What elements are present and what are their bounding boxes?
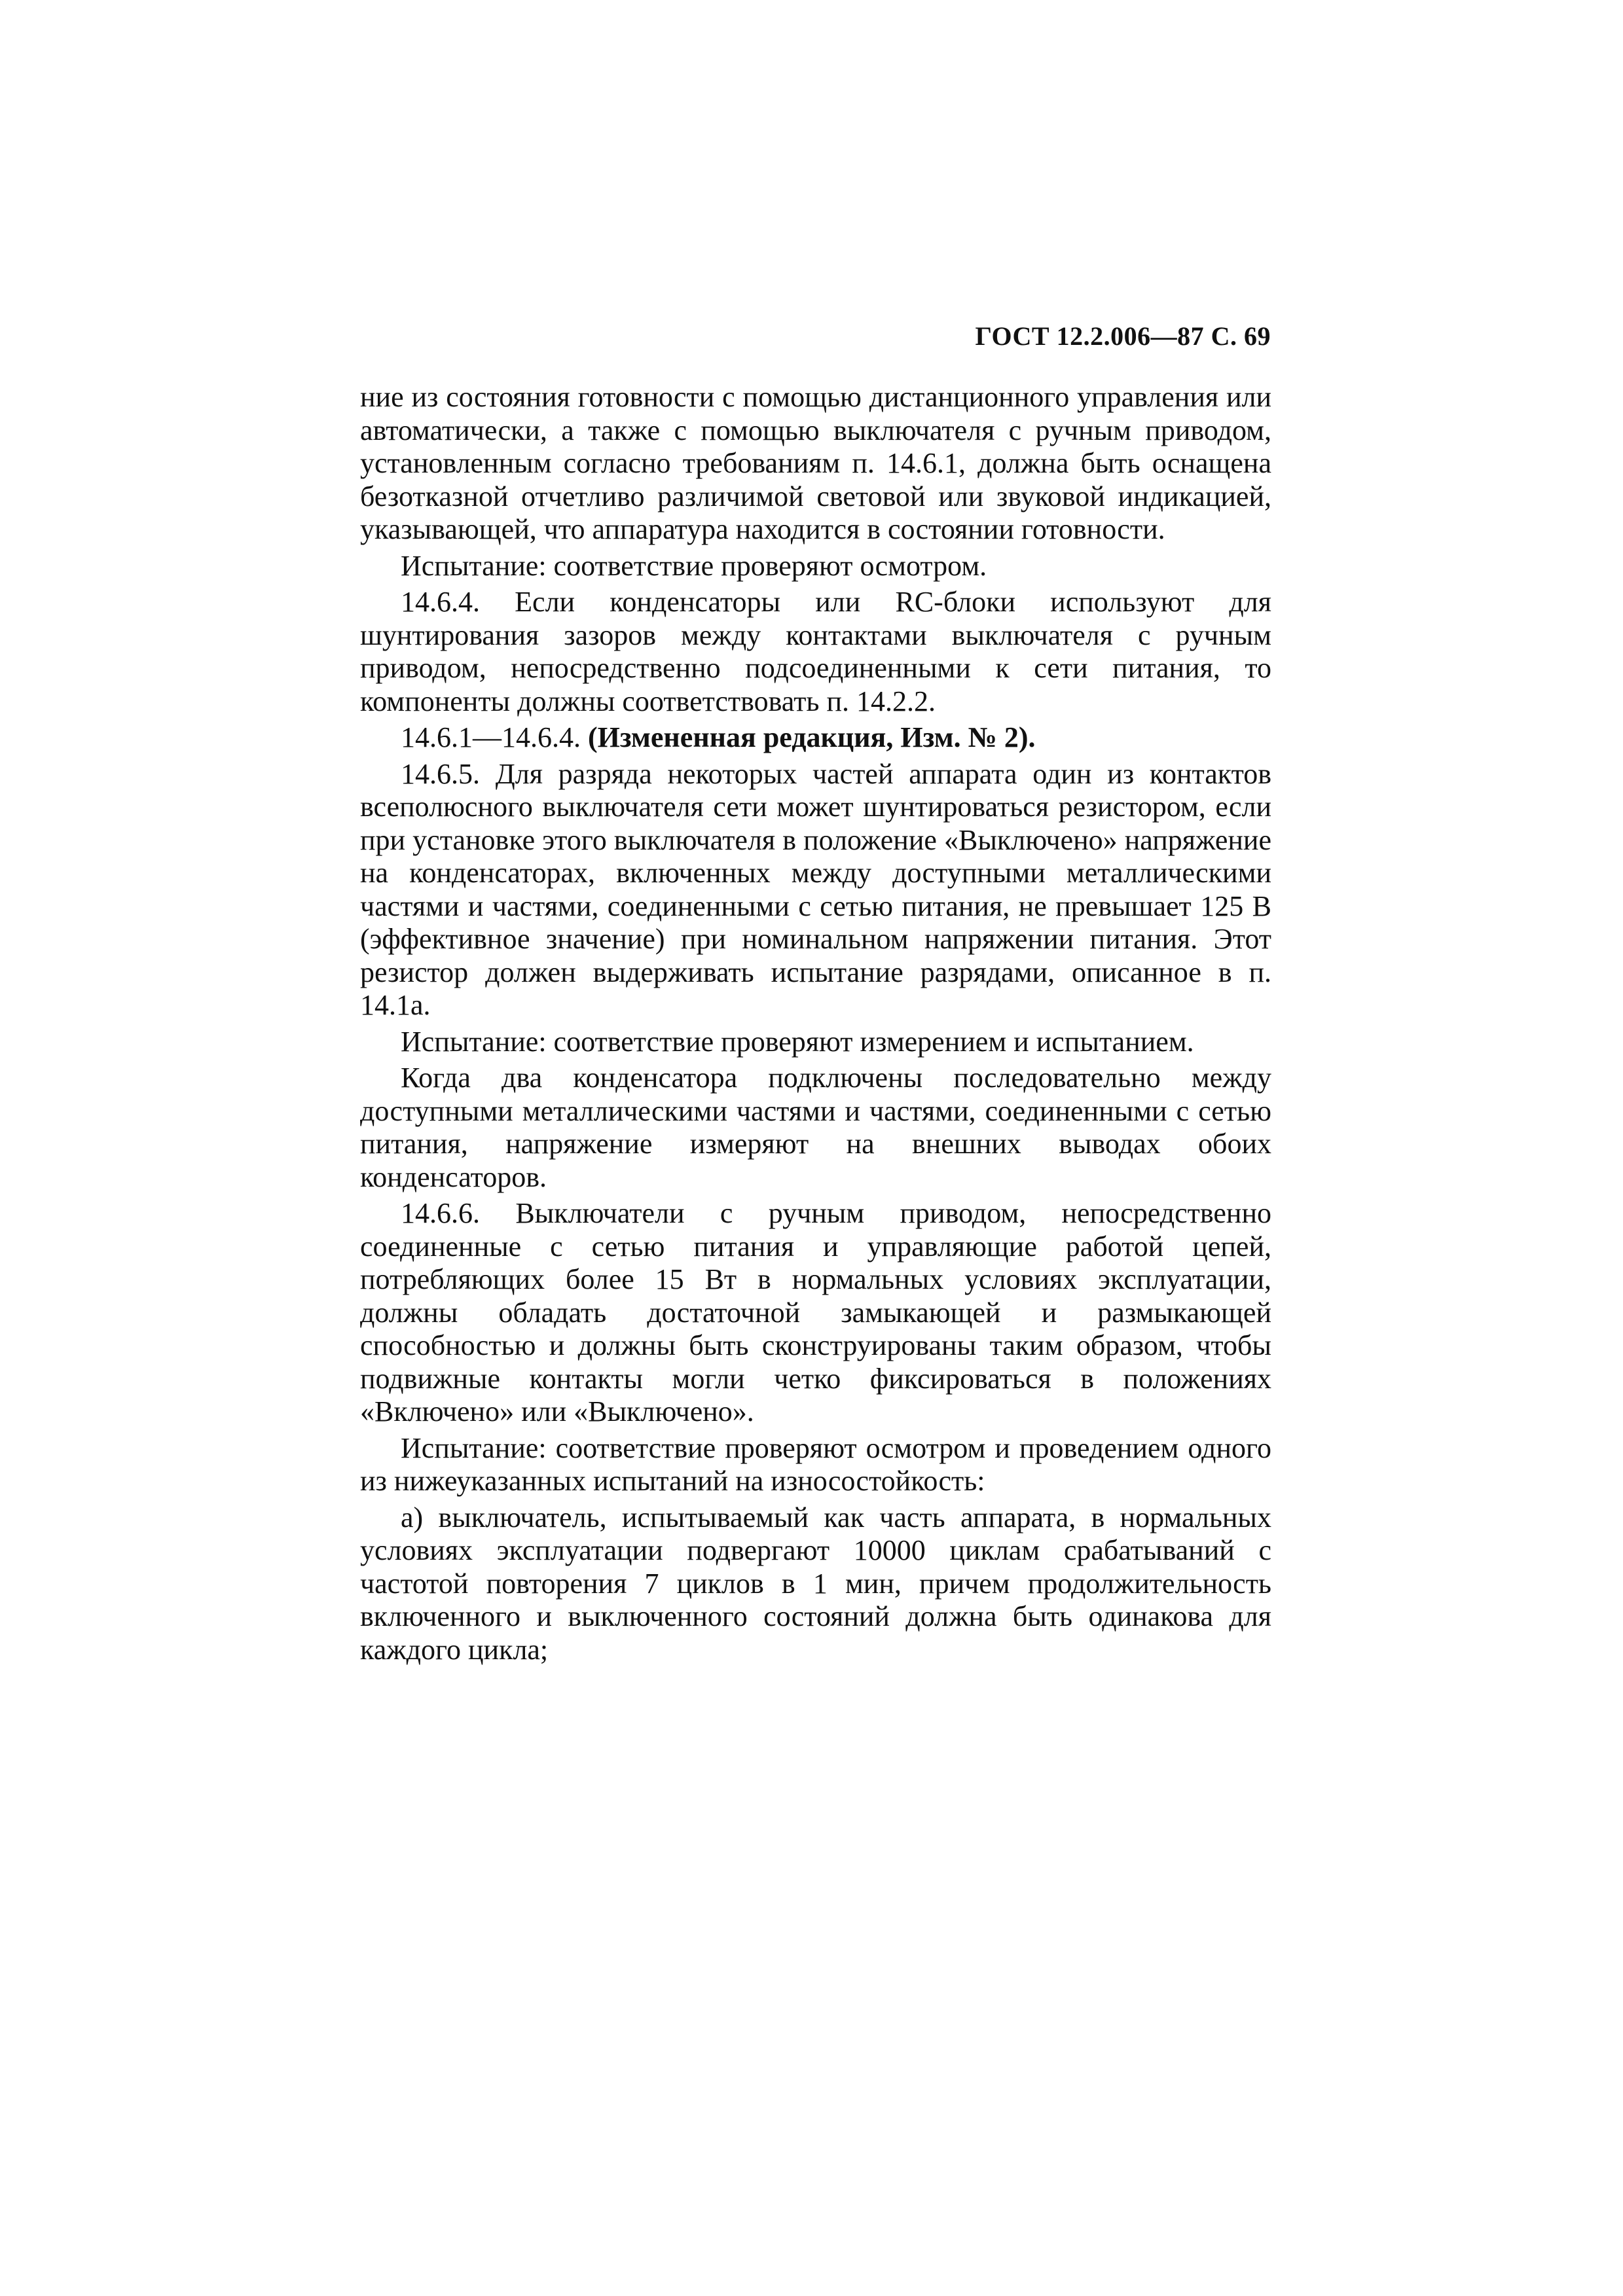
paragraph-test-measurement: Испытание: соответствие проверяют измерением и испытанием. (401, 1025, 1194, 1058)
paragraph-test-wear: Испытание: соответствие проверяют осмотром и проведением одного из нижеуказанных испытаний на износостойкость: (360, 1431, 1271, 1497)
paragraph-test-inspection: Испытание: соответствие проверяют осмотром. (401, 549, 987, 582)
paragraph-14-6-4: 14.6.4. Если конденсаторы или RC-блоки используют для шунтирования зазоров между контактами выключателя с ручным приводом, непосредственно подсоединенными к сети питания, то компоненты должны соответствовать п. 14.2.2. (360, 586, 1271, 717)
paragraph-amendment-note (360, 721, 1271, 755)
paragraph-item-a: а) выключатель, испытываемый как часть аппарата, в нормальных условиях эксплуатации подвергают 10000 циклам срабатываний с частотой повторения 7 циклов в 1 мин, причем продолжительность включенного и выключенного состояний должна быть одинакова для каждого цикла; (360, 1501, 1271, 1666)
paragraph-two-capacitors: Когда два конденсатора подключены последовательно между доступными металлическими частями и частями, соединенными с сетью питания, напряжение измеряют на внешних выводах обоих конденсаторов. (360, 1062, 1271, 1193)
running-header: ГОСТ 12.2.006—87 С. 69 (975, 321, 1271, 351)
document-body (360, 381, 1271, 1666)
paragraph-14-6-5: 14.6.5. Для разряда некоторых частей аппарата один из контактов всеполюсного выключателя сети может шунтироваться резистором, если при установке этого выключателя в положение «Выключено» напряжение на конденсаторах, включенных между доступными металлическими частями и частями, соединенными с сетью питания, не превышает 125 В (эффективное значение) при номинальном напряжении питания. Этот резистор должен выдерживать испытание разрядами, описанное в п. 14.1а. (360, 757, 1271, 1021)
amendment-range: 14.6.1—14.6.4. (401, 721, 588, 753)
paragraph-14-6-6: 14.6.6. Выключатели с ручным приводом, непосредственно соединенные с сетью питания и управляющие работой цепей, потребляющих более 15 Вт в нормальных условиях эксплуатации, должны обладать достаточной замыкающей и размыкающей способностью и должны быть сконструированы таким образом, чтобы подвижные контакты могли четко фиксироваться в положениях «Включено» или «Выключено». (360, 1197, 1271, 1427)
amendment-label: (Измененная редакция, Изм. № 2). (588, 721, 1036, 753)
paragraph-continuation: ние из состояния готовности с помощью дистанционного управления или автоматически, а также с помощью выключателя с ручным приводом, установленным согласно требованиям п. 14.6.1, должна быть оснащена безотказной отчетливо различимой световой или звуковой индикацией, указывающей, что аппаратура находится в состоянии готовности. (360, 381, 1271, 545)
